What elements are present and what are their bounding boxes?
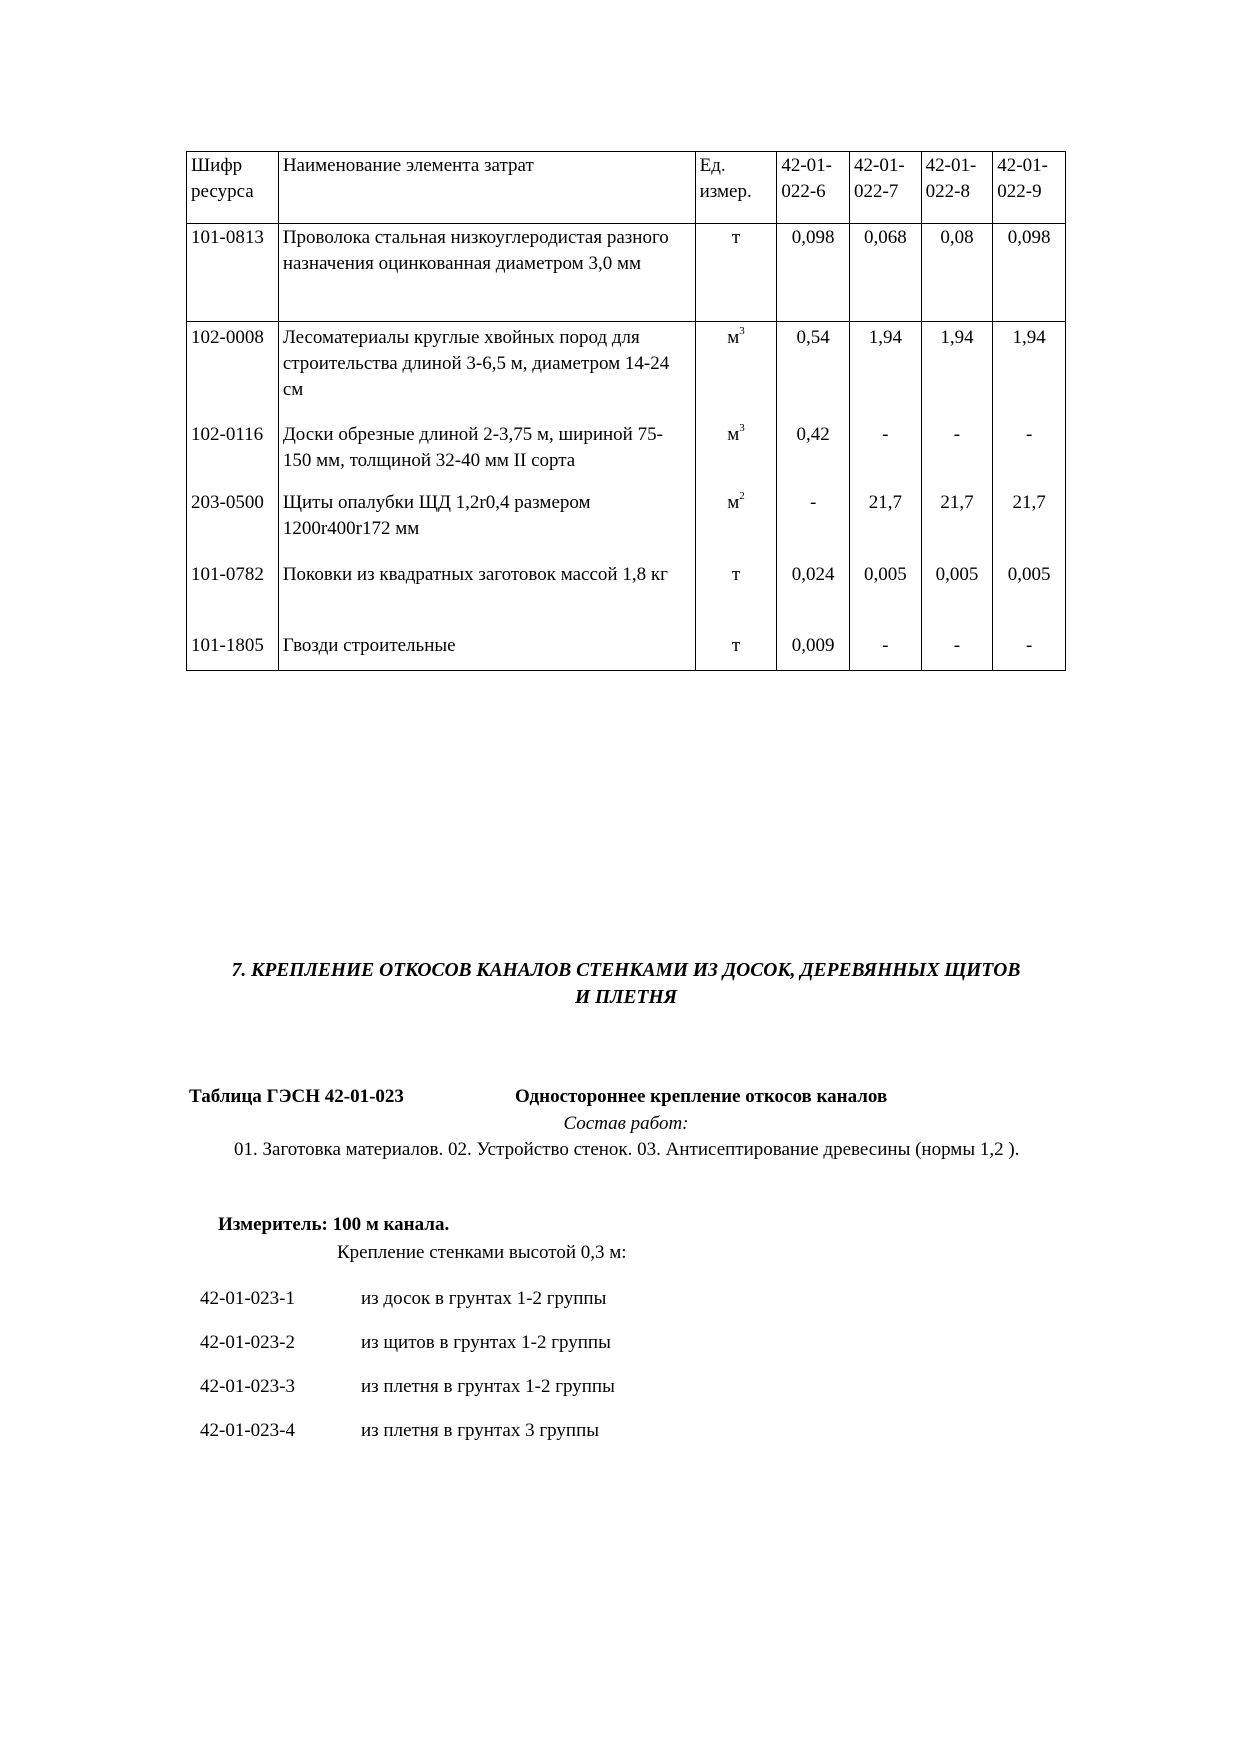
- table-row: [187, 224, 1066, 322]
- row-name: Щиты опалубки ЩД 1,2r0,4 размером 1200r400r172 мм: [278, 490, 695, 562]
- row-value: 0,005: [921, 562, 993, 633]
- norm-code: 42-01-023-4: [200, 1420, 295, 1441]
- row-name: Лесоматериалы круглые хвойных пород для строительства длиной 3-6,5 м, диаметром 14-24 см: [278, 322, 695, 423]
- row-unit: $м^3$: [695, 322, 777, 423]
- work-composition-label: Состав работ:: [563, 1113, 689, 1134]
- norm-code: 42-01-023-1: [200, 1288, 295, 1309]
- row-value: -: [993, 633, 1066, 671]
- row-value: 0,098: [993, 224, 1066, 322]
- measure-unit: Измеритель: 100 м канала.: [218, 1214, 450, 1235]
- sub-heading: Крепление стенками высотой 0,3 м:: [337, 1242, 627, 1263]
- row-unit: т: [695, 562, 777, 633]
- section-title: [186, 958, 1066, 1012]
- row-value: -: [993, 422, 1066, 490]
- work-composition-text: 01. Заготовка материалов. 02. Устройство стенок. 03. Антисептирование древесины (нормы 1,2 ).: [234, 1139, 1020, 1160]
- row-value: 1,94: [921, 322, 993, 423]
- header-unit: Ед. измер.: [695, 152, 777, 224]
- header-col-6: 42-01- 022-6: [777, 152, 850, 224]
- norm-text: из досок в грунтах 1-2 группы: [361, 1288, 607, 1309]
- row-value: 21,7: [921, 490, 993, 562]
- header-col-7: 42-01- 022-7: [850, 152, 922, 224]
- row-value: -: [850, 633, 922, 671]
- row-value: 0,42: [777, 422, 850, 490]
- header-col-8: 42-01- 022-8: [921, 152, 993, 224]
- table-row: [187, 562, 1066, 633]
- row-value: -: [850, 422, 922, 490]
- row-code: 102-0008: [187, 322, 279, 423]
- list-item: [200, 1374, 615, 1418]
- header-col-9: 42-01- 022-9: [993, 152, 1066, 224]
- table-label: Таблица ГЭСН 42-01-023: [189, 1086, 404, 1107]
- row-value: 0,005: [993, 562, 1066, 633]
- norm-text: из щитов в грунтах 1-2 группы: [361, 1332, 611, 1353]
- row-unit: $м^3$: [695, 422, 777, 490]
- table-description: Одностороннее крепление откосов каналов: [515, 1086, 888, 1107]
- row-value: -: [777, 490, 850, 562]
- table-row: [187, 422, 1066, 490]
- row-value: 0,024: [777, 562, 850, 633]
- norm-code: 42-01-023-2: [200, 1332, 295, 1353]
- row-value: 1,94: [993, 322, 1066, 423]
- row-value: -: [921, 422, 993, 490]
- list-item: [200, 1286, 615, 1330]
- list-item: [200, 1330, 615, 1374]
- table-row: [187, 633, 1066, 671]
- header-code: Шифр ресурса: [187, 152, 279, 224]
- row-value: 21,7: [993, 490, 1066, 562]
- row-value: 0,098: [777, 224, 850, 322]
- row-code: 101-0813: [187, 224, 279, 322]
- row-unit: т: [695, 224, 777, 322]
- row-value: 21,7: [850, 490, 922, 562]
- row-unit: $м^2$: [695, 490, 777, 562]
- row-value: 0,009: [777, 633, 850, 671]
- row-value: 0,005: [850, 562, 922, 633]
- row-unit: т: [695, 633, 777, 671]
- row-value: 0,54: [777, 322, 850, 423]
- section-title-line1: 7. КРЕПЛЕНИЕ ОТКОСОВ КАНАЛОВ СТЕНКАМИ ИЗ ДОСОК, ДЕРЕВЯННЫХ ЩИТОВ: [231, 960, 1021, 981]
- resource-table: [186, 151, 1066, 671]
- row-code: 101-1805: [187, 633, 279, 671]
- row-name: Доски обрезные длиной 2-3,75 м, шириной 75-150 мм, толщиной 32-40 мм II сорта: [278, 422, 695, 490]
- table-header-row: [187, 152, 1066, 224]
- row-name: Проволока стальная низкоуглеродистая разного назначения оцинкованная диаметром 3,0 мм: [278, 224, 695, 322]
- row-name: Гвозди строительные: [278, 633, 695, 671]
- norm-code: 42-01-023-3: [200, 1376, 295, 1397]
- row-value: 1,94: [850, 322, 922, 423]
- row-code: 203-0500: [187, 490, 279, 562]
- table-row: [187, 490, 1066, 562]
- norm-text: из плетня в грунтах 1-2 группы: [361, 1376, 615, 1397]
- section-title-line2: И ПЛЕТНЯ: [574, 986, 678, 1008]
- row-code: 101-0782: [187, 562, 279, 633]
- norm-text: из плетня в грунтах 3 группы: [361, 1420, 600, 1441]
- norm-list: [200, 1286, 615, 1462]
- row-name: Поковки из квадратных заготовок массой 1,8 кг: [278, 562, 695, 633]
- header-name: Наименование элемента затрат: [278, 152, 695, 224]
- table-row: [187, 322, 1066, 423]
- row-value: 0,068: [850, 224, 922, 322]
- list-item: [200, 1418, 615, 1462]
- row-value: -: [921, 633, 993, 671]
- row-code: 102-0116: [187, 422, 279, 490]
- row-value: 0,08: [921, 224, 993, 322]
